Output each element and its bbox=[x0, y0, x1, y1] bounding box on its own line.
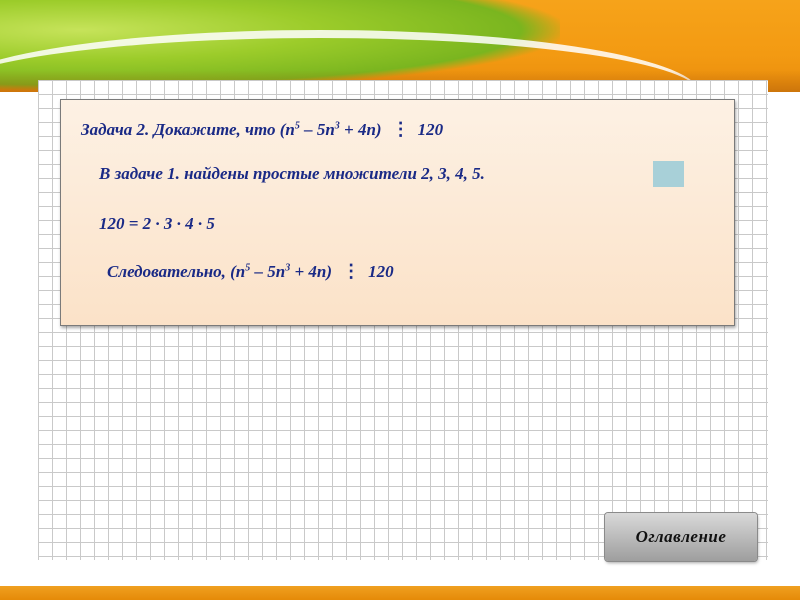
conclusion-text: – 5n bbox=[250, 262, 286, 281]
task-statement-text: + 4n) bbox=[339, 120, 382, 139]
factorization: 120 = 2 · 3 · 4 · 5 bbox=[99, 214, 215, 233]
prime-factors-note: В задаче 1. найдены простые множители 2, 3, 4, 5. bbox=[99, 164, 485, 183]
conclusion-text: + 4n) bbox=[290, 262, 333, 281]
conclusion bbox=[107, 262, 394, 282]
exponent: 3 bbox=[285, 262, 291, 274]
header-banner bbox=[0, 0, 800, 92]
divisibility-sign: ⋮ bbox=[391, 119, 410, 139]
exponent: 3 bbox=[334, 120, 340, 132]
conclusion-text: Следовательно, (n bbox=[107, 262, 246, 281]
exponent: 5 bbox=[245, 262, 251, 274]
exponent: 5 bbox=[294, 120, 300, 132]
table-of-contents-label: Оглавление bbox=[635, 527, 727, 546]
task-panel bbox=[60, 99, 735, 326]
decorative-square bbox=[653, 161, 684, 187]
divisor-value: 120 bbox=[417, 120, 444, 139]
task-statement bbox=[81, 120, 443, 140]
task-statement-text: Задача 2. Докажите, что (n bbox=[81, 120, 295, 139]
table-of-contents-button[interactable] bbox=[605, 513, 757, 561]
divisibility-sign: ⋮ bbox=[342, 261, 361, 281]
footer-strip bbox=[0, 586, 800, 600]
divisor-value: 120 bbox=[368, 262, 394, 281]
task-statement-text: – 5n bbox=[299, 120, 335, 139]
